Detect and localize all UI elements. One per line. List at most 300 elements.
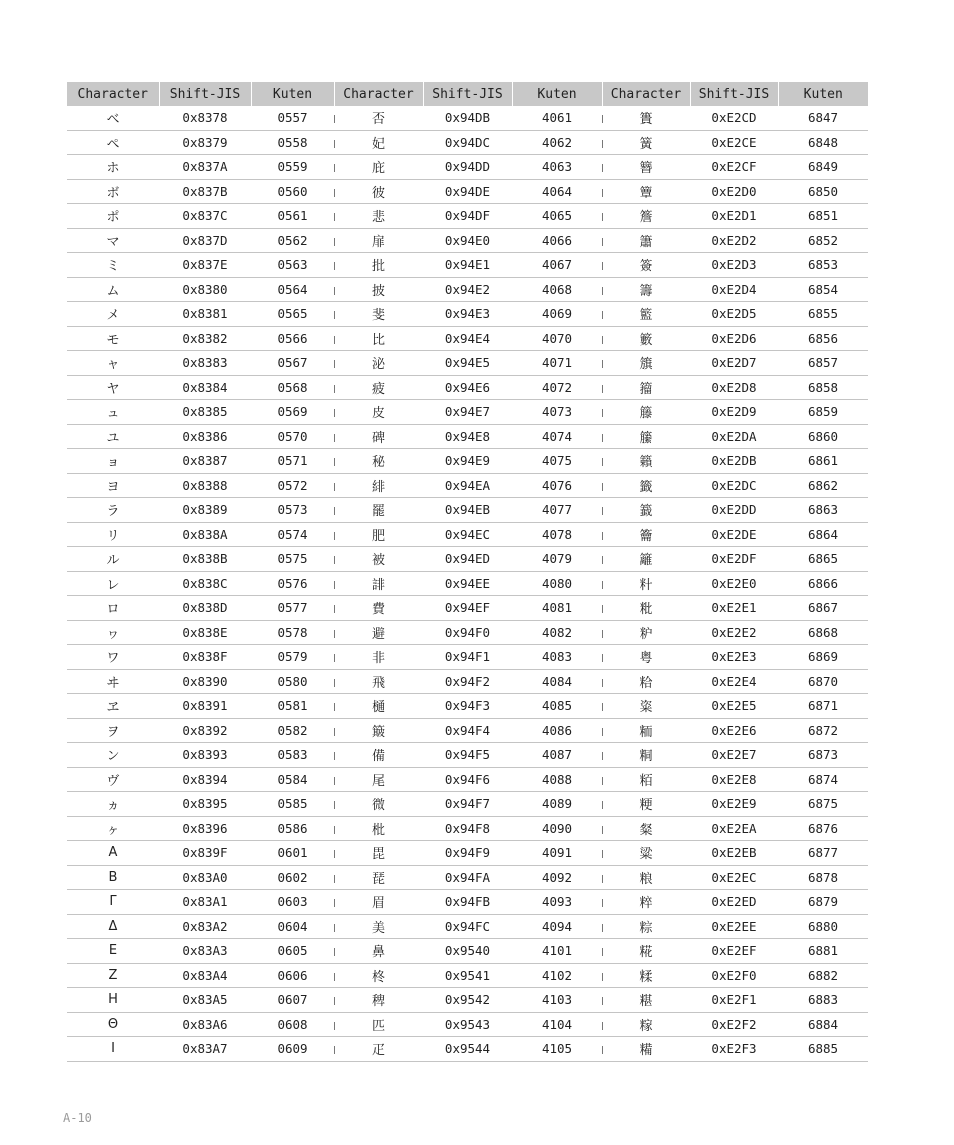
- shift-jis-cell: 0x838B: [159, 547, 251, 572]
- shift-jis-cell: 0xE2CE: [690, 130, 778, 155]
- character-cell: ヱ: [67, 694, 159, 719]
- shift-jis-cell: 0x94ED: [423, 547, 512, 572]
- shift-jis-cell: 0xE2D0: [690, 179, 778, 204]
- kuten-cell: 4061: [512, 106, 602, 130]
- shift-jis-cell: 0xE2DE: [690, 522, 778, 547]
- shift-jis-cell: 0xE2EE: [690, 914, 778, 939]
- column-header: Character: [67, 82, 159, 106]
- shift-jis-cell: 0x837B: [159, 179, 251, 204]
- kuten-cell: 6872: [778, 718, 868, 743]
- shift-jis-cell: 0x838D: [159, 596, 251, 621]
- table-body: [67, 106, 868, 1061]
- shift-jis-cell: 0x94E8: [423, 424, 512, 449]
- shift-jis-cell: 0x94DC: [423, 130, 512, 155]
- kuten-cell: 6879: [778, 890, 868, 915]
- shift-jis-cell: 0x8382: [159, 326, 251, 351]
- kuten-cell: 4089: [512, 792, 602, 817]
- character-cell: 籟: [602, 449, 690, 474]
- kuten-cell: 0579: [251, 645, 334, 670]
- character-cell: 稗: [334, 988, 423, 1013]
- kuten-cell: 6859: [778, 400, 868, 425]
- character-cell: ュ: [67, 400, 159, 425]
- table-row: [67, 179, 868, 204]
- character-cell: ン: [67, 743, 159, 768]
- kuten-cell: 0569: [251, 400, 334, 425]
- table-row: [67, 816, 868, 841]
- shift-jis-cell: 0x94FA: [423, 865, 512, 890]
- character-cell: Γ: [67, 890, 159, 915]
- table-row: [67, 277, 868, 302]
- character-cell: 粃: [602, 596, 690, 621]
- kuten-cell: 0575: [251, 547, 334, 572]
- table-row: [67, 130, 868, 155]
- shift-jis-cell: 0x94E2: [423, 277, 512, 302]
- table-row: [67, 963, 868, 988]
- shift-jis-cell: 0x94EF: [423, 596, 512, 621]
- kuten-cell: 4076: [512, 473, 602, 498]
- kuten-cell: 0557: [251, 106, 334, 130]
- kuten-cell: 0568: [251, 375, 334, 400]
- table-row: [67, 449, 868, 474]
- character-cell: 微: [334, 792, 423, 817]
- table-row: [67, 400, 868, 425]
- table-row: [67, 914, 868, 939]
- character-cell: 簸: [334, 718, 423, 743]
- shift-jis-cell: 0xE2D6: [690, 326, 778, 351]
- character-cell: ポ: [67, 204, 159, 229]
- character-cell: 粡: [602, 743, 690, 768]
- shift-jis-cell: 0x94E0: [423, 228, 512, 253]
- kuten-cell: 6878: [778, 865, 868, 890]
- character-cell: Θ: [67, 1012, 159, 1037]
- character-cell: 費: [334, 596, 423, 621]
- character-cell: 糂: [602, 988, 690, 1013]
- kuten-cell: 4068: [512, 277, 602, 302]
- character-cell: 籔: [602, 326, 690, 351]
- shift-jis-cell: 0x838F: [159, 645, 251, 670]
- table-row: [67, 620, 868, 645]
- kuten-cell: 6870: [778, 669, 868, 694]
- shift-jis-cell: 0xE2E4: [690, 669, 778, 694]
- character-cell: 粢: [602, 694, 690, 719]
- character-cell: メ: [67, 302, 159, 327]
- shift-jis-cell: 0xE2D8: [690, 375, 778, 400]
- character-cell: 粲: [602, 816, 690, 841]
- shift-jis-cell: 0x94EE: [423, 571, 512, 596]
- kuten-cell: 0573: [251, 498, 334, 523]
- shift-jis-cell: 0x94DE: [423, 179, 512, 204]
- shift-jis-cell: 0x83A0: [159, 865, 251, 890]
- kuten-cell: 4093: [512, 890, 602, 915]
- kuten-cell: 0567: [251, 351, 334, 376]
- kuten-cell: 6861: [778, 449, 868, 474]
- column-header: Shift-JIS: [423, 82, 512, 106]
- table-row: [67, 1012, 868, 1037]
- character-cell: 皮: [334, 400, 423, 425]
- shift-jis-cell: 0x8391: [159, 694, 251, 719]
- shift-jis-cell: 0x8394: [159, 767, 251, 792]
- shift-jis-cell: 0x8396: [159, 816, 251, 841]
- shift-jis-cell: 0x8392: [159, 718, 251, 743]
- kuten-cell: 6853: [778, 253, 868, 278]
- character-cell: 粭: [602, 669, 690, 694]
- table-row: [67, 694, 868, 719]
- kuten-cell: 0563: [251, 253, 334, 278]
- character-cell: 樋: [334, 694, 423, 719]
- character-cell: ヰ: [67, 669, 159, 694]
- character-cell: 籖: [602, 498, 690, 523]
- table-row: [67, 106, 868, 130]
- kuten-cell: 6881: [778, 939, 868, 964]
- character-cell: 簫: [602, 228, 690, 253]
- character-cell: 眉: [334, 890, 423, 915]
- character-cell: 簟: [602, 179, 690, 204]
- shift-jis-cell: 0x8380: [159, 277, 251, 302]
- kuten-cell: 4063: [512, 155, 602, 180]
- kuten-cell: 4069: [512, 302, 602, 327]
- character-cell: 鼻: [334, 939, 423, 964]
- character-cell: ヨ: [67, 473, 159, 498]
- kuten-cell: 6862: [778, 473, 868, 498]
- shift-jis-cell: 0xE2D9: [690, 400, 778, 425]
- table-row: [67, 522, 868, 547]
- character-cell: 罷: [334, 498, 423, 523]
- kuten-cell: 4078: [512, 522, 602, 547]
- character-cell: 琵: [334, 865, 423, 890]
- shift-jis-cell: 0x9542: [423, 988, 512, 1013]
- character-cell: 否: [334, 106, 423, 130]
- table-row: [67, 498, 868, 523]
- character-cell: 緋: [334, 473, 423, 498]
- shift-jis-cell: 0xE2DF: [690, 547, 778, 572]
- character-cell: マ: [67, 228, 159, 253]
- kuten-cell: 6868: [778, 620, 868, 645]
- shift-jis-cell: 0xE2E5: [690, 694, 778, 719]
- kuten-cell: 4072: [512, 375, 602, 400]
- character-cell: 簣: [602, 106, 690, 130]
- shift-jis-cell: 0x8393: [159, 743, 251, 768]
- shift-jis-cell: 0x837C: [159, 204, 251, 229]
- kuten-cell: 4064: [512, 179, 602, 204]
- shift-jis-cell: 0x94F8: [423, 816, 512, 841]
- shift-jis-cell: 0x838A: [159, 522, 251, 547]
- table-row: [67, 767, 868, 792]
- kuten-cell: 6875: [778, 792, 868, 817]
- shift-jis-cell: 0x94F4: [423, 718, 512, 743]
- character-cell: Ι: [67, 1037, 159, 1062]
- character-cell: ヤ: [67, 375, 159, 400]
- table-row: [67, 718, 868, 743]
- kuten-cell: 6883: [778, 988, 868, 1013]
- shift-jis-cell: 0xE2E9: [690, 792, 778, 817]
- shift-jis-cell: 0x94E7: [423, 400, 512, 425]
- shift-jis-cell: 0x94FC: [423, 914, 512, 939]
- character-cell: ヶ: [67, 816, 159, 841]
- character-cell: ヲ: [67, 718, 159, 743]
- table-row: [67, 155, 868, 180]
- shift-jis-cell: 0x8389: [159, 498, 251, 523]
- character-cell: 粐: [602, 620, 690, 645]
- character-cell: 粹: [602, 890, 690, 915]
- shift-jis-cell: 0xE2D5: [690, 302, 778, 327]
- shift-jis-cell: 0xE2E1: [690, 596, 778, 621]
- shift-jis-cell: 0x8395: [159, 792, 251, 817]
- character-cell: ヮ: [67, 620, 159, 645]
- shift-jis-cell: 0x94E1: [423, 253, 512, 278]
- column-header: Kuten: [778, 82, 868, 106]
- character-cell: 毘: [334, 841, 423, 866]
- shift-jis-cell: 0x83A2: [159, 914, 251, 939]
- shift-jis-cell: 0x83A7: [159, 1037, 251, 1062]
- shift-jis-cell: 0xE2DC: [690, 473, 778, 498]
- character-cell: 妃: [334, 130, 423, 155]
- table-row: [67, 351, 868, 376]
- shift-jis-cell: 0x83A3: [159, 939, 251, 964]
- kuten-cell: 4083: [512, 645, 602, 670]
- shift-jis-cell: 0x8386: [159, 424, 251, 449]
- kuten-cell: 0560: [251, 179, 334, 204]
- kuten-cell: 6873: [778, 743, 868, 768]
- kuten-cell: 0603: [251, 890, 334, 915]
- kuten-cell: 4075: [512, 449, 602, 474]
- kuten-cell: 6864: [778, 522, 868, 547]
- kuten-cell: 0561: [251, 204, 334, 229]
- character-cell: 糅: [602, 963, 690, 988]
- kuten-cell: 0574: [251, 522, 334, 547]
- kuten-cell: 6860: [778, 424, 868, 449]
- kuten-cell: 4074: [512, 424, 602, 449]
- shift-jis-cell: 0x837A: [159, 155, 251, 180]
- table-row: [67, 596, 868, 621]
- shift-jis-cell: 0xE2EB: [690, 841, 778, 866]
- shift-jis-cell: 0x83A4: [159, 963, 251, 988]
- shift-jis-cell: 0xE2E3: [690, 645, 778, 670]
- character-code-table: [67, 82, 868, 1062]
- kuten-cell: 0585: [251, 792, 334, 817]
- kuten-cell: 4090: [512, 816, 602, 841]
- character-cell: ミ: [67, 253, 159, 278]
- shift-jis-cell: 0xE2D4: [690, 277, 778, 302]
- kuten-cell: 0558: [251, 130, 334, 155]
- kuten-cell: 0576: [251, 571, 334, 596]
- character-cell: 非: [334, 645, 423, 670]
- kuten-cell: 4084: [512, 669, 602, 694]
- kuten-cell: 6869: [778, 645, 868, 670]
- shift-jis-cell: 0x94E5: [423, 351, 512, 376]
- table-row: [67, 865, 868, 890]
- shift-jis-cell: 0x838E: [159, 620, 251, 645]
- shift-jis-cell: 0x9540: [423, 939, 512, 964]
- kuten-cell: 6880: [778, 914, 868, 939]
- kuten-cell: 4082: [512, 620, 602, 645]
- shift-jis-cell: 0xE2F2: [690, 1012, 778, 1037]
- character-cell: 籐: [602, 400, 690, 425]
- kuten-cell: 6847: [778, 106, 868, 130]
- column-header: Kuten: [251, 82, 334, 106]
- character-cell: ベ: [67, 106, 159, 130]
- table-row: [67, 645, 868, 670]
- character-cell: ボ: [67, 179, 159, 204]
- kuten-cell: 0564: [251, 277, 334, 302]
- kuten-cell: 4062: [512, 130, 602, 155]
- shift-jis-cell: 0x94E6: [423, 375, 512, 400]
- kuten-cell: 4073: [512, 400, 602, 425]
- shift-jis-cell: 0x94E4: [423, 326, 512, 351]
- kuten-cell: 0559: [251, 155, 334, 180]
- kuten-cell: 0565: [251, 302, 334, 327]
- shift-jis-cell: 0x94DF: [423, 204, 512, 229]
- character-cell: 籥: [602, 522, 690, 547]
- character-cell: 秘: [334, 449, 423, 474]
- kuten-cell: 6849: [778, 155, 868, 180]
- character-cell: 碑: [334, 424, 423, 449]
- shift-jis-cell: 0x837D: [159, 228, 251, 253]
- kuten-cell: 4065: [512, 204, 602, 229]
- shift-jis-cell: 0x837E: [159, 253, 251, 278]
- shift-jis-cell: 0x94EB: [423, 498, 512, 523]
- character-cell: ロ: [67, 596, 159, 621]
- character-cell: 扉: [334, 228, 423, 253]
- character-cell: 柊: [334, 963, 423, 988]
- kuten-cell: 6848: [778, 130, 868, 155]
- kuten-cell: 4066: [512, 228, 602, 253]
- character-cell: ム: [67, 277, 159, 302]
- shift-jis-cell: 0x9544: [423, 1037, 512, 1062]
- shift-jis-cell: 0xE2E2: [690, 620, 778, 645]
- character-cell: 粳: [602, 792, 690, 817]
- shift-jis-cell: 0xE2EC: [690, 865, 778, 890]
- kuten-cell: 0580: [251, 669, 334, 694]
- character-cell: 簪: [602, 155, 690, 180]
- kuten-cell: 0604: [251, 914, 334, 939]
- table-row: [67, 890, 868, 915]
- kuten-cell: 0601: [251, 841, 334, 866]
- shift-jis-cell: 0xE2DA: [690, 424, 778, 449]
- table-header-row: [67, 82, 868, 106]
- character-cell: ル: [67, 547, 159, 572]
- character-cell: 批: [334, 253, 423, 278]
- character-cell: 被: [334, 547, 423, 572]
- kuten-cell: 0609: [251, 1037, 334, 1062]
- kuten-cell: 6871: [778, 694, 868, 719]
- shift-jis-cell: 0x83A1: [159, 890, 251, 915]
- kuten-cell: 0571: [251, 449, 334, 474]
- kuten-cell: 4103: [512, 988, 602, 1013]
- character-cell: 糘: [602, 1012, 690, 1037]
- kuten-cell: 0606: [251, 963, 334, 988]
- character-cell: 籵: [602, 571, 690, 596]
- kuten-cell: 0608: [251, 1012, 334, 1037]
- character-cell: レ: [67, 571, 159, 596]
- table-row: [67, 939, 868, 964]
- character-cell: 枇: [334, 816, 423, 841]
- kuten-cell: 6884: [778, 1012, 868, 1037]
- kuten-cell: 6851: [778, 204, 868, 229]
- shift-jis-cell: 0xE2E0: [690, 571, 778, 596]
- shift-jis-cell: 0x8383: [159, 351, 251, 376]
- kuten-cell: 0607: [251, 988, 334, 1013]
- kuten-cell: 6865: [778, 547, 868, 572]
- shift-jis-cell: 0xE2EA: [690, 816, 778, 841]
- table-row: [67, 743, 868, 768]
- kuten-cell: 6855: [778, 302, 868, 327]
- kuten-cell: 4085: [512, 694, 602, 719]
- shift-jis-cell: 0x94F6: [423, 767, 512, 792]
- character-cell: ヵ: [67, 792, 159, 817]
- character-cell: 彼: [334, 179, 423, 204]
- character-cell: ャ: [67, 351, 159, 376]
- character-cell: 粮: [602, 865, 690, 890]
- table-row: [67, 253, 868, 278]
- kuten-cell: 0586: [251, 816, 334, 841]
- character-cell: 粽: [602, 914, 690, 939]
- kuten-cell: 4088: [512, 767, 602, 792]
- character-cell: 籃: [602, 302, 690, 327]
- character-cell: 疲: [334, 375, 423, 400]
- kuten-cell: 0583: [251, 743, 334, 768]
- kuten-cell: 6858: [778, 375, 868, 400]
- character-cell: 飛: [334, 669, 423, 694]
- character-cell: Ζ: [67, 963, 159, 988]
- character-cell: 簽: [602, 253, 690, 278]
- shift-jis-cell: 0x83A6: [159, 1012, 251, 1037]
- kuten-cell: 0572: [251, 473, 334, 498]
- character-cell: 備: [334, 743, 423, 768]
- table-row: [67, 988, 868, 1013]
- character-cell: 籤: [602, 473, 690, 498]
- character-cell: ペ: [67, 130, 159, 155]
- kuten-cell: 4091: [512, 841, 602, 866]
- character-cell: Η: [67, 988, 159, 1013]
- shift-jis-cell: 0x9543: [423, 1012, 512, 1037]
- shift-jis-cell: 0x94F5: [423, 743, 512, 768]
- kuten-cell: 6850: [778, 179, 868, 204]
- character-cell: 疋: [334, 1037, 423, 1062]
- kuten-cell: 6885: [778, 1037, 868, 1062]
- kuten-cell: 0602: [251, 865, 334, 890]
- character-cell: ヴ: [67, 767, 159, 792]
- kuten-cell: 6882: [778, 963, 868, 988]
- character-cell: 披: [334, 277, 423, 302]
- shift-jis-cell: 0x94F7: [423, 792, 512, 817]
- kuten-cell: 0577: [251, 596, 334, 621]
- shift-jis-cell: 0x8381: [159, 302, 251, 327]
- character-cell: ワ: [67, 645, 159, 670]
- kuten-cell: 4086: [512, 718, 602, 743]
- page-number: A-10: [63, 1111, 92, 1125]
- kuten-cell: 4101: [512, 939, 602, 964]
- character-cell: 簷: [602, 204, 690, 229]
- shift-jis-cell: 0xE2E6: [690, 718, 778, 743]
- character-cell: Δ: [67, 914, 159, 939]
- shift-jis-cell: 0xE2F1: [690, 988, 778, 1013]
- character-cell: 糒: [602, 1037, 690, 1062]
- kuten-cell: 0605: [251, 939, 334, 964]
- character-cell: 籬: [602, 547, 690, 572]
- shift-jis-cell: 0x8390: [159, 669, 251, 694]
- kuten-cell: 4094: [512, 914, 602, 939]
- shift-jis-cell: 0x8385: [159, 400, 251, 425]
- kuten-cell: 6876: [778, 816, 868, 841]
- kuten-cell: 0578: [251, 620, 334, 645]
- character-cell: 庇: [334, 155, 423, 180]
- shift-jis-cell: 0xE2D2: [690, 228, 778, 253]
- character-cell: 斐: [334, 302, 423, 327]
- character-cell: ョ: [67, 449, 159, 474]
- character-cell: 籀: [602, 375, 690, 400]
- shift-jis-cell: 0x94DB: [423, 106, 512, 130]
- kuten-cell: 4070: [512, 326, 602, 351]
